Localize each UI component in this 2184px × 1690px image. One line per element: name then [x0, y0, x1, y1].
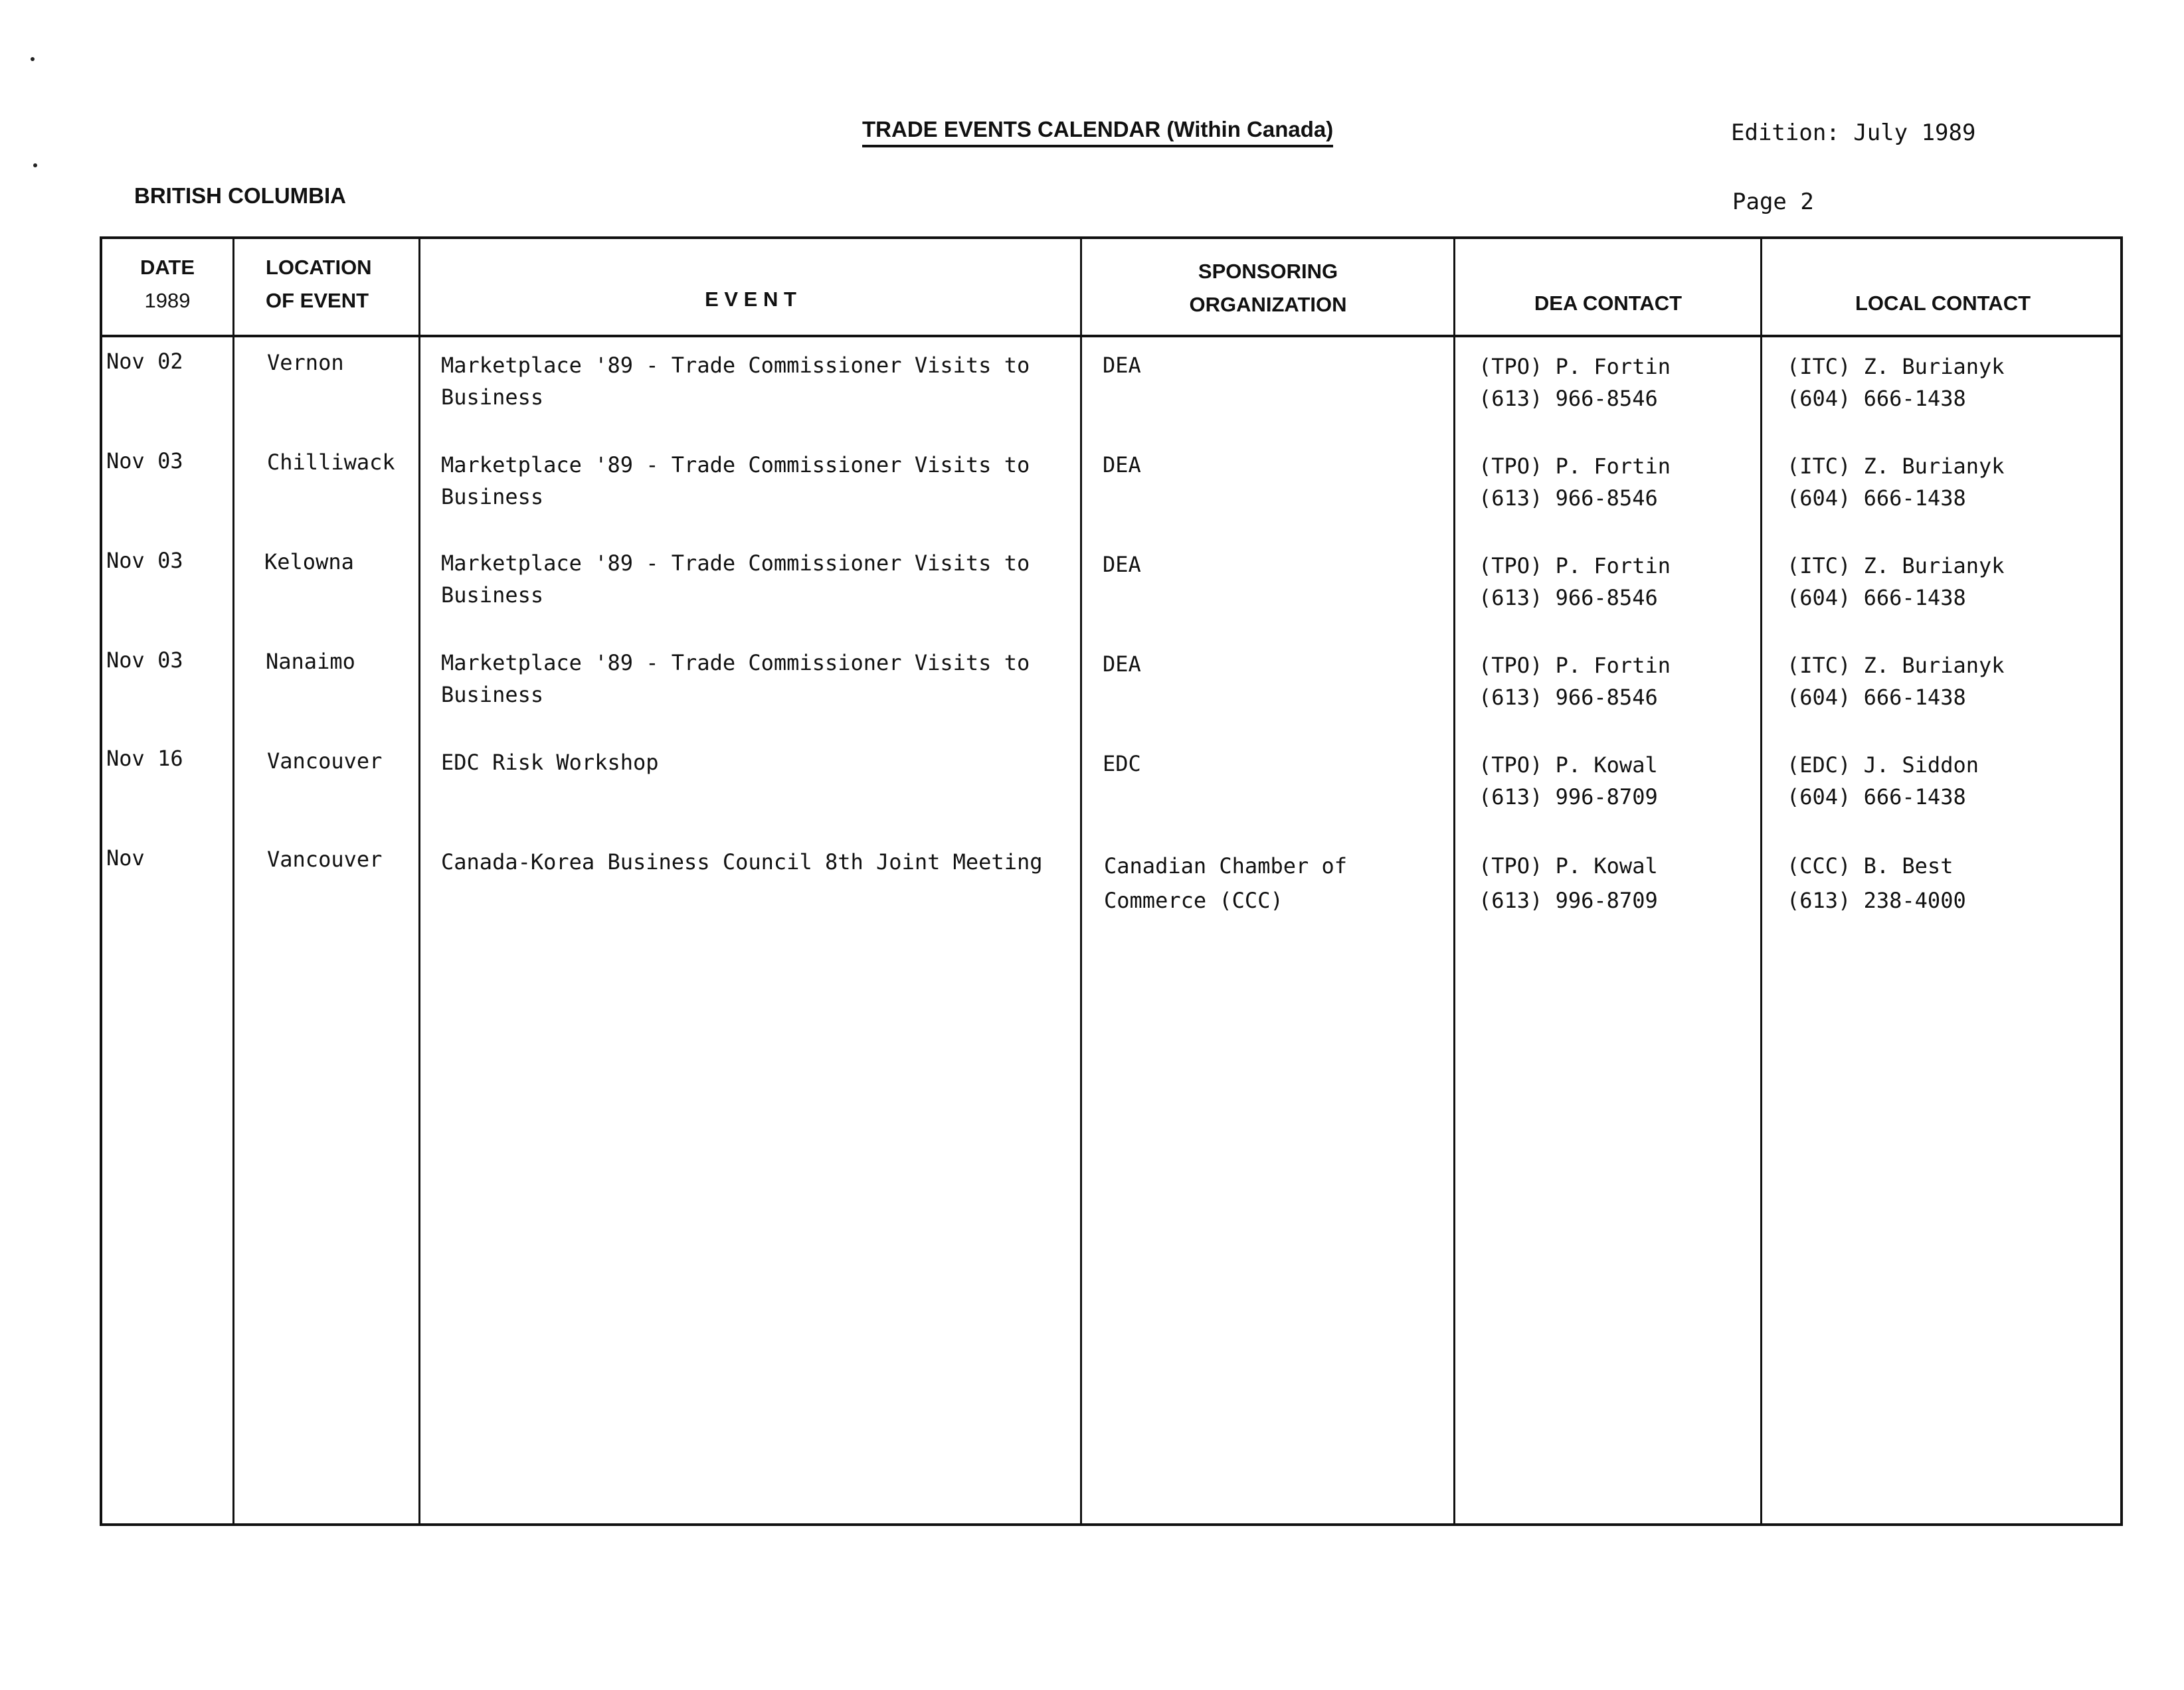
province-heading: BRITISH COLUMBIA — [134, 183, 346, 208]
column-divider — [1080, 239, 1082, 1523]
cell-sponsor: EDC — [1103, 751, 1141, 776]
column-divider — [1453, 239, 1455, 1523]
cell-event: Marketplace '89 - Trade Commissioner Visits to Business — [441, 353, 1030, 410]
header-sponsor-line1: SPONSORING — [1198, 260, 1338, 283]
cell-sponsor: DEA — [1103, 353, 1141, 378]
cell-local-contact: (ITC) Z. Burianyk (604) 666-1438 — [1787, 454, 2005, 511]
header-sponsor-line2: ORGANIZATION — [1189, 293, 1347, 316]
cell-dea-contact: (TPO) P. Kowal (613) 996-8709 — [1479, 752, 1658, 809]
cell-dea-contact: (TPO) P. Fortin (613) 966-8546 — [1479, 653, 1671, 710]
cell-dea-contact: (TPO) P. Fortin (613) 966-8546 — [1479, 553, 1671, 610]
cell-date: Nov 16 — [106, 746, 183, 771]
cell-event: Canada-Korea Business Council 8th Joint Meeting — [441, 849, 1043, 875]
cell-local-contact: (CCC) B. Best (613) 238-4000 — [1787, 853, 1966, 913]
cell-event: EDC Risk Workshop — [441, 750, 659, 775]
margin-mark — [31, 57, 35, 61]
cell-event: Marketplace '89 - Trade Commissioner Visits to Business — [441, 452, 1030, 509]
cell-event: Marketplace '89 - Trade Commissioner Visits to Business — [441, 650, 1030, 707]
header-divider — [102, 335, 2120, 337]
margin-mark — [33, 163, 37, 167]
cell-location: Nanaimo — [266, 649, 355, 674]
cell-date: Nov 03 — [106, 548, 183, 573]
cell-local-contact: (ITC) Z. Burianyk (604) 666-1438 — [1787, 553, 2005, 610]
header-dea-contact: DEA CONTACT — [1534, 292, 1683, 315]
document-title: TRADE EVENTS CALENDAR (Within Canada) — [862, 117, 1333, 147]
column-divider — [232, 239, 234, 1523]
cell-date: Nov — [106, 845, 145, 871]
cell-event: Marketplace '89 - Trade Commissioner Visits to Business — [441, 550, 1030, 608]
cell-dea-contact: (TPO) P. Fortin (613) 966-8546 — [1479, 454, 1671, 511]
page-number: Page 2 — [1732, 189, 1814, 215]
cell-location: Kelowna — [264, 549, 354, 574]
cell-sponsor: DEA — [1103, 651, 1141, 677]
cell-date: Nov 02 — [106, 349, 183, 374]
header-event: E V E N T — [705, 288, 796, 311]
cell-dea-contact: (TPO) P. Kowal (613) 996-8709 — [1479, 853, 1658, 913]
cell-sponsor: DEA — [1103, 552, 1141, 577]
header-date-line1: DATE — [139, 256, 195, 279]
column-divider — [418, 239, 420, 1523]
header-local-contact: LOCAL CONTACT — [1855, 292, 2031, 315]
header-location-line2: OF EVENT — [266, 289, 369, 312]
header-location — [235, 251, 425, 317]
cell-dea-contact: (TPO) P. Fortin (613) 966-8546 — [1479, 354, 1671, 411]
cell-date: Nov 03 — [106, 448, 183, 473]
events-table — [100, 236, 2123, 1526]
header-date — [102, 251, 232, 317]
header-location-line1: LOCATION — [266, 256, 372, 279]
column-divider — [1760, 239, 1762, 1523]
cell-location: Vancouver — [267, 847, 383, 872]
cell-local-contact: (ITC) Z. Burianyk (604) 666-1438 — [1787, 653, 2005, 710]
cell-location: Vernon — [267, 350, 344, 375]
edition-label: Edition: July 1989 — [1731, 120, 1976, 146]
cell-sponsor: DEA — [1103, 452, 1141, 477]
cell-location: Chilliwack — [267, 450, 395, 475]
cell-sponsor: Canadian Chamber of Commerce (CCC) — [1104, 853, 1348, 913]
header-date-line2: 1989 — [144, 289, 191, 312]
cell-local-contact: (EDC) J. Siddon (604) 666-1438 — [1787, 752, 1979, 809]
header-sponsor — [1083, 255, 1453, 321]
cell-date: Nov 03 — [106, 647, 183, 673]
cell-location: Vancouver — [267, 748, 383, 774]
cell-local-contact: (ITC) Z. Burianyk (604) 666-1438 — [1787, 354, 2005, 411]
